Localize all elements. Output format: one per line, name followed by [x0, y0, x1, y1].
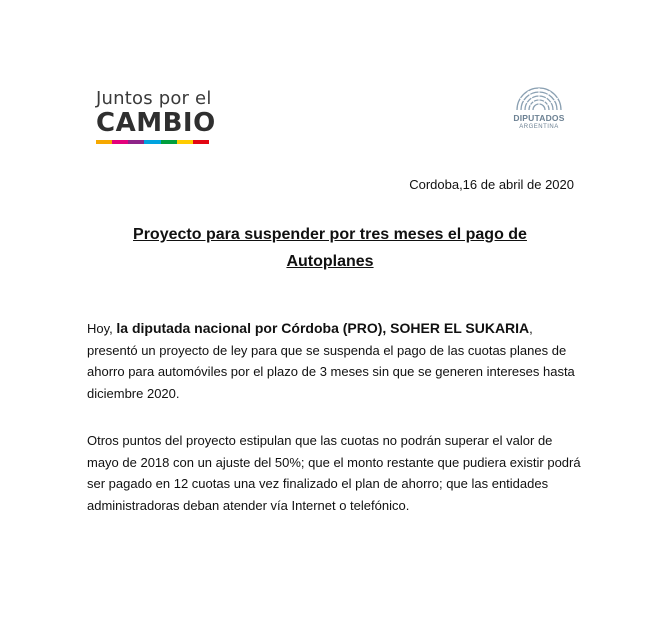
title-line1: Proyecto para suspender por tres meses el pago de — [133, 226, 527, 243]
juntos-por-el-cambio-logo — [96, 89, 216, 144]
document-title — [60, 221, 600, 275]
logo-color-segment — [193, 140, 209, 144]
paragraph-1-comma: , — [529, 321, 533, 336]
logo-color-segment — [144, 140, 160, 144]
logo-text-line2: CAMBIO — [96, 108, 216, 138]
logo-text-line1: Juntos por el — [96, 88, 212, 109]
logo-color-bar — [96, 140, 209, 144]
document-date: Cordoba,16 de abril de 2020 — [409, 177, 574, 192]
diputados-argentina-logo — [506, 86, 572, 130]
paragraph-1 — [87, 318, 587, 404]
logo-color-segment — [128, 140, 144, 144]
logo-color-segment — [96, 140, 112, 144]
paragraph-1-lead: Hoy, — [87, 321, 117, 336]
title-line2: Autoplanes — [286, 253, 374, 270]
paragraph-2: Otros puntos del proyecto estipulan que las cuotas no podrán superar el valor de mayo de 2018 con un ajuste del 50%; que el monto restante que pudiera existir podrá ser pagado en 12 cuotas una vez finalizado el plan de ahorro; que las entidades administradoras deban atender vía Internet o telefónico. — [87, 433, 581, 513]
logo-color-segment — [177, 140, 193, 144]
diputados-text: DIPUTADOS — [513, 113, 565, 123]
paragraph-1-body: presentó un proyecto de ley para que se suspenda el pago de las cuotas planes de ahorro para automóviles por el plazo de 3 meses sin que se generen intereses hasta diciembre 2020. — [87, 342, 575, 401]
logo-color-segment — [112, 140, 128, 144]
argentina-text: ARGENTINA — [519, 124, 559, 130]
paragraph-1-bold: la diputada nacional por Córdoba (PRO), SOHER EL SUKARIA — [116, 320, 530, 336]
congress-dome-icon — [514, 86, 564, 112]
logo-color-segment — [161, 140, 177, 144]
